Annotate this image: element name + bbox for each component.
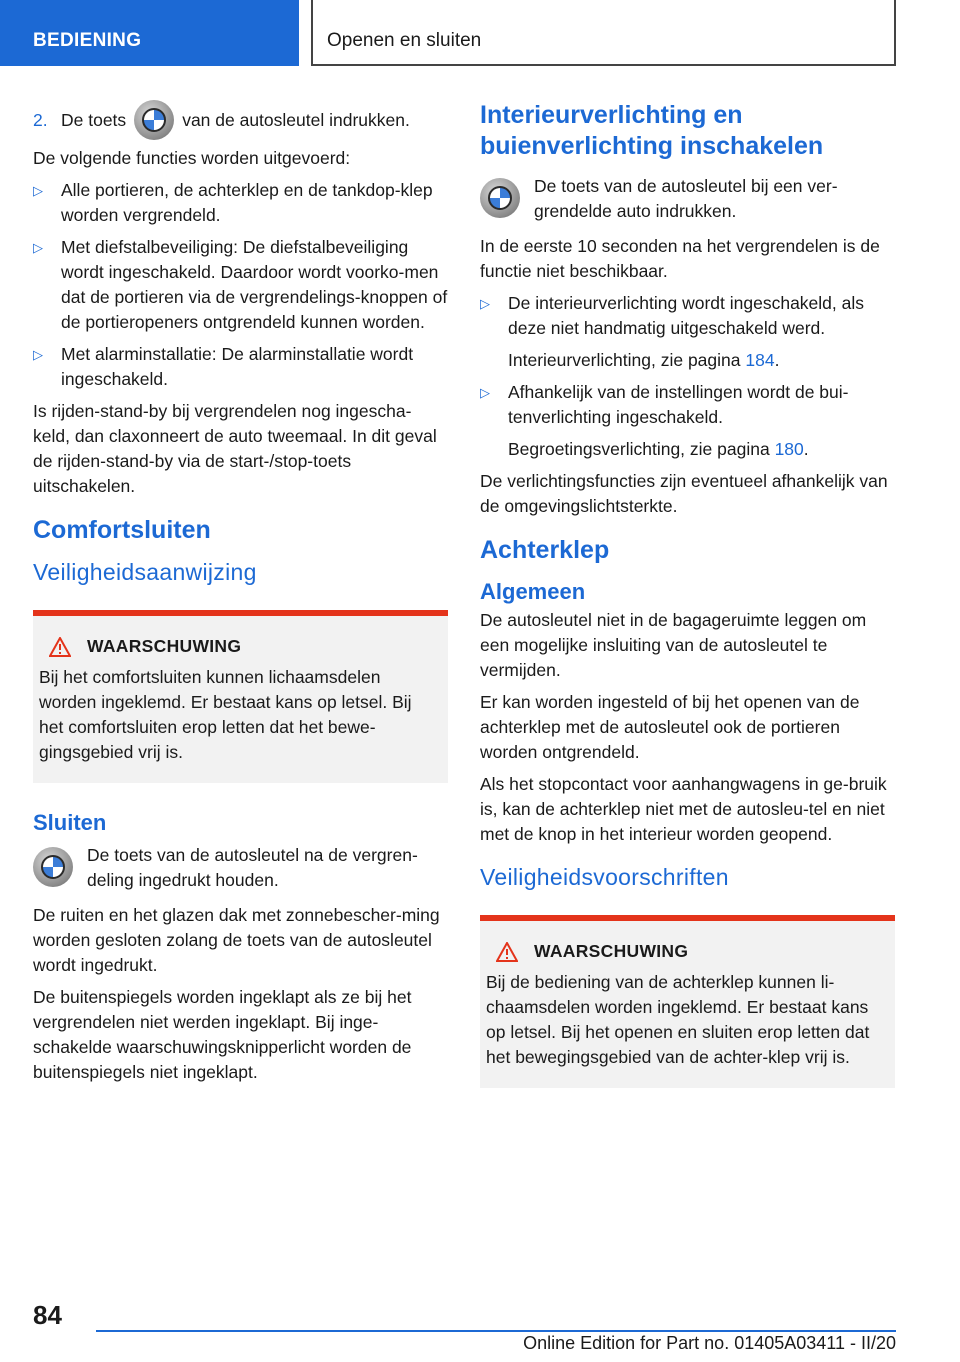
functions-list [33,178,448,392]
list-item: ▷ Afhankelijk van de instellingen wordt de bui-tenverlichting ingeschakeld. Begroetingsverlichting, zie pagina 180. [480,382,849,459]
regulations-heading: Veiligheidsvoorschriften [480,864,729,890]
safety-heading: Veiligheidsaanwijzing [33,559,257,585]
warning-label: WAARSCHUWING [534,941,689,961]
close-paragraph-1: De ruiten en het glazen dak met zonnebescher-ming worden gesloten zolang de toets van de autosleutel wordt ingedrukt. [33,905,440,975]
page-link[interactable]: 184 [745,350,775,370]
list-item: ▷ Met alarminstallatie: De alarminstallatie wordt ingeschakeld. [33,344,414,389]
standby-text: Is rijden-stand-by bij vergrendelen nog ingescha-keld, dan claxonneert de auto tweemaal. In dit geval de rijden-stand-by via de start-/stop-toets uitschakelen. [33,401,437,496]
general-paragraph-3: Als het stopcontact voor aanhangwagens in ge-bruik is, kan de achterklep niet met de autosleu-tel en niet met de knop in het interieur worden geopend. [480,774,887,844]
warning-box [480,915,895,1088]
left-column [33,100,448,1092]
light-list [480,291,895,462]
list-item: ▷ De interieurverlichting wordt ingeschakeld, als deze niet handmatig uitgeschakeld werd. Interieurverlichting, zie pagina 184. [480,293,865,370]
right-column [480,100,895,1114]
step-2 [33,100,448,140]
triangle-bullet-icon: ▷ [480,296,490,311]
page-header [0,0,960,66]
page-link[interactable]: 180 [774,439,804,459]
warning-header [49,634,440,659]
tailgate-heading: Achterklep [480,536,610,564]
close-key-row [33,843,448,893]
edition-text: Online Edition for Part no. 01405A03411 - II/20 [523,1333,896,1353]
light-paragraph-1: In de eerste 10 seconden na het vergrendelen is de functie niet beschikbaar. [480,236,880,281]
key-button-icon [134,100,174,140]
comfort-heading: Comfortsluiten [33,516,211,544]
triangle-bullet-icon: ▷ [480,385,490,400]
list-item: ▷ Alle portieren, de achterklep en de tankdop-klep worden vergrendeld. [33,180,433,225]
warning-text: Bij het comfortsluiten kunnen lichaamsdelen worden ingeklemd. Er bestaat kans op letsel. Bij het comfortsluiten erop letten dat het bewe-gingsgebied vrij is. [39,667,412,762]
light-heading: Interieurverlichting en buienverlichting inschakelen [480,101,824,160]
step-text-before: De toets [61,109,127,130]
chapter-title: Openen en sluiten [311,0,896,66]
list-item: ▷ Met diefstalbeveiliging: De diefstalbeveiliging wordt ingeschakeld. Daardoor wordt voorko-men dat de portieren via de vergrendelings-knoppen of de portieropeners ontgrendeld kunnen worden. [33,237,448,332]
general-heading: Algemeen [480,579,586,604]
triangle-bullet-icon: ▷ [33,347,43,362]
general-paragraph-2: Er kan worden ingesteld of bij het openen van de achterklep met de autosleutel ook de portieren worden ontgrendeld. [480,692,860,762]
section-tab: BEDIENING [0,0,299,66]
functions-intro: De volgende functies worden uitgevoerd: [33,148,351,168]
triangle-bullet-icon: ▷ [33,240,43,255]
triangle-bullet-icon: ▷ [33,183,43,198]
step-number: 2. [33,109,48,130]
warning-triangle-icon [49,637,71,657]
light-key-text: De toets van de autosleutel bij een ver-grendelde auto indrukken. [534,176,838,221]
warning-header [496,939,887,964]
warning-triangle-icon [496,942,518,962]
footer-divider [96,1330,896,1332]
key-button-icon [480,178,520,218]
warning-label: WAARSCHUWING [87,636,242,656]
warning-text: Bij de bediening van de achterklep kunnen li-chaamsdelen worden ingeklemd. Er bestaat kans op letsel. Bij het openen en sluiten erop letten dat het bewegingsgebied van de achter-klep vrij is. [486,972,870,1067]
light-key-row [480,174,895,224]
close-heading: Sluiten [33,810,107,835]
general-paragraph-1: De autosleutel niet in de bagageruimte leggen om een mogelijke insluiting van de autosleutel te vermijden. [480,610,867,680]
close-key-text: De toets van de autosleutel na de vergren-deling ingedrukt houden. [87,845,418,890]
step-text-after: van de autosleutel indrukken. [182,109,410,130]
page-number: 84 [33,1300,62,1330]
key-button-icon [33,847,73,887]
warning-box [33,610,448,783]
close-paragraph-2: De buitenspiegels worden ingeklapt als ze bij het vergrendelen niet werden ingeklapt. Bij inge-schakelde waarschuwingsknipperlicht worden de buitenspiegels niet ingeklapt. [33,987,412,1082]
light-paragraph-2: De verlichtingsfuncties zijn eventueel afhankelijk van de omgevingslichtsterkte. [480,471,888,516]
